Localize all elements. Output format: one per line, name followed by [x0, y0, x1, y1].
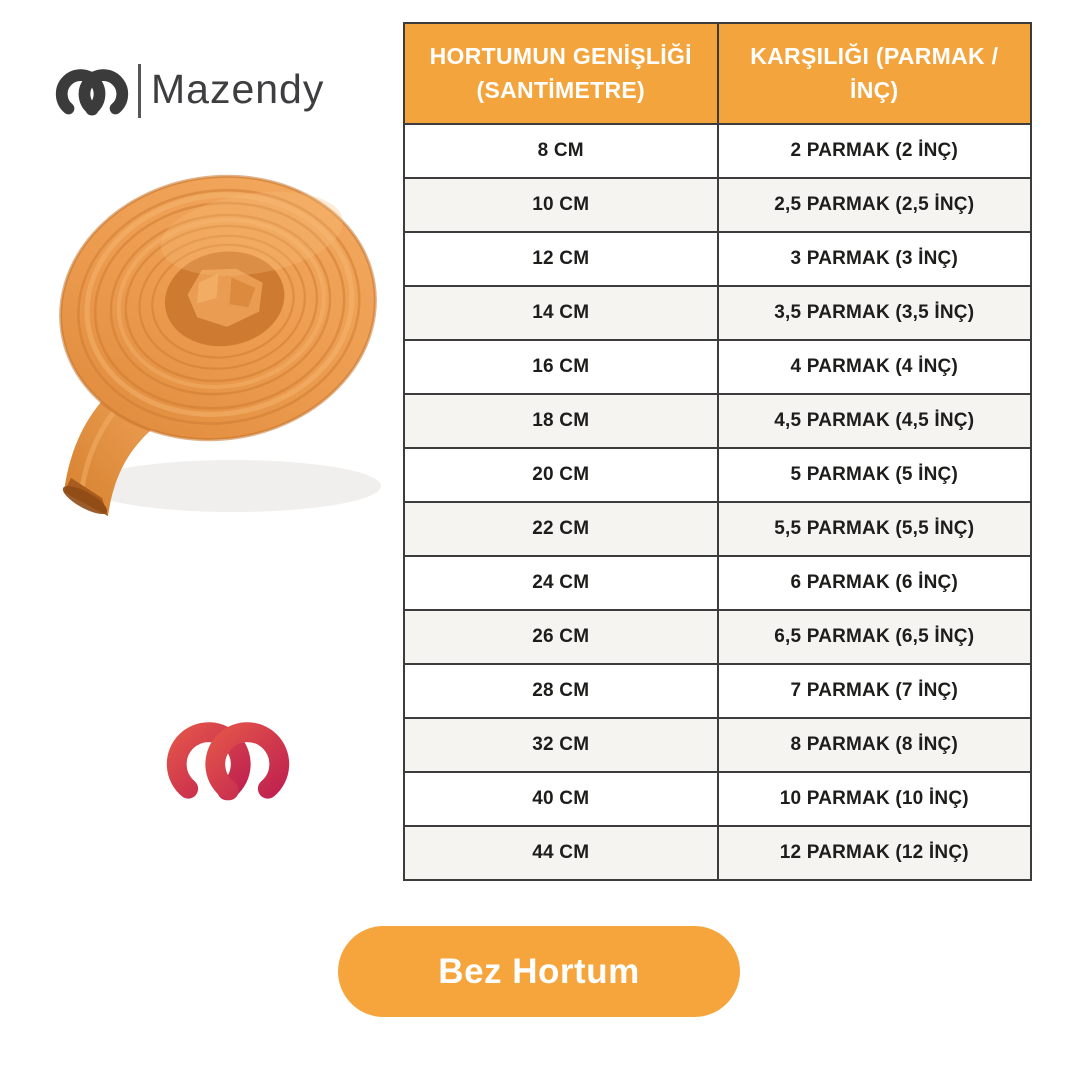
table-body — [404, 124, 1031, 880]
table-row — [404, 826, 1031, 880]
table-row — [404, 124, 1031, 178]
cell-cm: 28 CM — [404, 664, 718, 718]
cell-cm: 16 CM — [404, 340, 718, 394]
hose-coil-illustration — [28, 148, 390, 530]
cell-cm: 24 CM — [404, 556, 718, 610]
table-header-karsilik: KARŞILIĞI (PARMAK / İNÇ) — [718, 23, 1032, 124]
brand-logo — [54, 60, 324, 122]
cell-cm: 26 CM — [404, 610, 718, 664]
table-row — [404, 502, 1031, 556]
cell-karsilik: 8 PARMAK (8 İNÇ) — [718, 718, 1032, 772]
cell-cm: 44 CM — [404, 826, 718, 880]
cell-karsilik: 7 PARMAK (7 İNÇ) — [718, 664, 1032, 718]
cell-karsilik: 5,5 PARMAK (5,5 İNÇ) — [718, 502, 1032, 556]
cell-cm: 18 CM — [404, 394, 718, 448]
cell-karsilik: 6,5 PARMAK (6,5 İNÇ) — [718, 610, 1032, 664]
table-row — [404, 772, 1031, 826]
cell-karsilik: 2 PARMAK (2 İNÇ) — [718, 124, 1032, 178]
cell-cm: 10 CM — [404, 178, 718, 232]
bez-hortum-button[interactable]: Bez Hortum — [338, 926, 740, 1017]
table-row — [404, 394, 1031, 448]
cell-cm: 20 CM — [404, 448, 718, 502]
product-photo-hose-coil — [28, 148, 390, 530]
table-row — [404, 610, 1031, 664]
table-row — [404, 556, 1031, 610]
table-row — [404, 178, 1031, 232]
table-row — [404, 664, 1031, 718]
table-row — [404, 286, 1031, 340]
cell-karsilik: 5 PARMAK (5 İNÇ) — [718, 448, 1032, 502]
cell-karsilik: 2,5 PARMAK (2,5 İNÇ) — [718, 178, 1032, 232]
mazendy-m-red-icon — [164, 706, 292, 812]
brand-name: Mazendy — [151, 65, 325, 112]
cell-cm: 40 CM — [404, 772, 718, 826]
cell-cm: 14 CM — [404, 286, 718, 340]
table-row — [404, 718, 1031, 772]
table-row — [404, 232, 1031, 286]
cell-cm: 8 CM — [404, 124, 718, 178]
cell-karsilik: 3 PARMAK (3 İNÇ) — [718, 232, 1032, 286]
table-header-row — [404, 23, 1031, 124]
mazendy-m-red-logo — [164, 706, 292, 812]
table-header-cm: HORTUMUN GENİŞLİĞİ (SANTİMETRE) — [404, 23, 718, 124]
cell-cm: 12 CM — [404, 232, 718, 286]
table-row — [404, 340, 1031, 394]
cell-karsilik: 12 PARMAK (12 İNÇ) — [718, 826, 1032, 880]
size-conversion-table — [403, 22, 1032, 881]
cell-karsilik: 10 PARMAK (10 İNÇ) — [718, 772, 1032, 826]
cell-karsilik: 6 PARMAK (6 İNÇ) — [718, 556, 1032, 610]
cell-karsilik: 4,5 PARMAK (4,5 İNÇ) — [718, 394, 1032, 448]
cell-cm: 22 CM — [404, 502, 718, 556]
table-row — [404, 448, 1031, 502]
brand-divider — [138, 64, 141, 118]
cell-karsilik: 4 PARMAK (4 İNÇ) — [718, 340, 1032, 394]
mazendy-m-icon — [54, 60, 130, 122]
cell-karsilik: 3,5 PARMAK (3,5 İNÇ) — [718, 286, 1032, 340]
cell-cm: 32 CM — [404, 718, 718, 772]
